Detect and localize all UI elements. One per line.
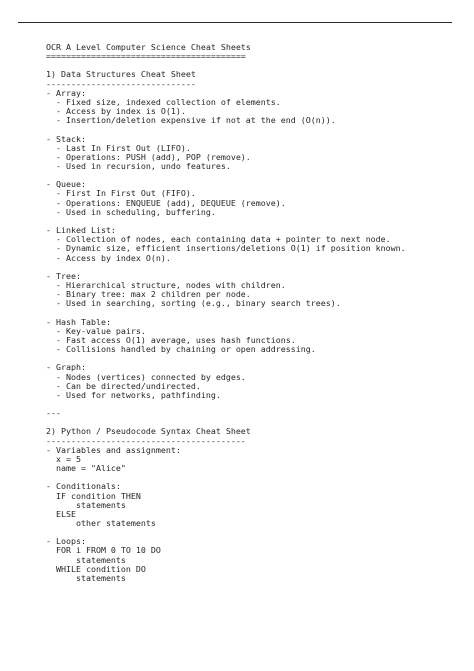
document-title: OCR A Level Computer Science Cheat Sheets [46, 42, 251, 52]
code-line: WHILE condition DO [46, 563, 146, 574]
code-line: statements [46, 499, 126, 510]
section-heading: 1) Data Structures Cheat Sheet [46, 69, 196, 80]
detail-line: - Used in searching, sorting (e.g., binary search trees). [46, 298, 341, 309]
top-divider [18, 22, 452, 23]
detail-line: - Fixed size, indexed collection of elements. [46, 96, 281, 107]
code-line: x = 5 [46, 453, 81, 464]
detail-line: - Can be directed/undirected. [46, 380, 201, 391]
detail-line: - Collisions handled by chaining or open addressing. [46, 344, 316, 355]
code-line: IF condition THEN [46, 490, 141, 501]
code-line: ELSE [46, 508, 76, 519]
detail-line: - Last In First Out (LIFO). [46, 142, 191, 153]
blank-line [46, 171, 406, 180]
topic-line: - Linked List: [46, 225, 116, 236]
detail-line: - Used in recursion, undo features. [46, 161, 231, 171]
topic-line: - Hash Table: [46, 316, 111, 327]
detail-line: - Dynamic size, efficient insertions/deletions O(1) if position known. [46, 243, 406, 254]
detail-line: - Operations: PUSH (add), POP (remove). [46, 151, 251, 162]
cheat-sheet-text [46, 43, 406, 583]
title-underline: ======================================== [46, 51, 246, 62]
section-underline: ---------------------------------------- [46, 435, 246, 446]
blank-line [46, 400, 406, 409]
code-line: name = "Alice" [46, 463, 126, 474]
detail-line: - Insertion/deletion expensive if not at the end (O(n)). [46, 115, 336, 126]
code-line: other statements [46, 517, 156, 528]
code-line: statements [46, 554, 126, 565]
topic-line: - Queue: [46, 179, 86, 190]
detail-line: - Access by index O(n). [46, 252, 171, 263]
detail-line: - Fast access O(1) average, uses hash functions. [46, 334, 296, 345]
blank-line [46, 263, 406, 272]
detail-line: - First In First Out (FIFO). [46, 188, 196, 199]
code-line: FOR i FROM 0 TO 10 DO [46, 545, 161, 556]
detail-line: - Access by index is O(1). [46, 106, 186, 117]
detail-line: - Collection of nodes, each containing data + pointer to next node. [46, 234, 391, 245]
detail-line: - Used in scheduling, buffering. [46, 206, 216, 217]
topic-line: - Array: [46, 87, 86, 98]
code-line: statements [46, 572, 126, 583]
topic-line: - Loops: [46, 536, 86, 547]
detail-line: - Key-value pairs. [46, 325, 146, 336]
topic-line: - Tree: [46, 270, 81, 281]
section-underline: ------------------------------ [46, 78, 196, 89]
blank-line [46, 125, 406, 134]
blank-line [46, 528, 406, 537]
section-separator: --- [46, 408, 61, 419]
topic-line: - Stack: [46, 133, 86, 144]
topic-line: - Graph: [46, 362, 86, 373]
detail-line: - Binary tree: max 2 children per node. [46, 289, 251, 300]
topic-line: - Variables and assignment: [46, 444, 181, 455]
topic-line: - Conditionals: [46, 481, 121, 492]
detail-line: - Used for networks, pathfinding. [46, 389, 221, 400]
section-heading: 2) Python / Pseudocode Syntax Cheat Sheet [46, 426, 251, 437]
detail-line: - Operations: ENQUEUE (add), DEQUEUE (remove). [46, 197, 286, 208]
detail-line: - Hierarchical structure, nodes with children. [46, 279, 286, 290]
blank-line [46, 354, 406, 363]
detail-line: - Nodes (vertices) connected by edges. [46, 371, 246, 382]
